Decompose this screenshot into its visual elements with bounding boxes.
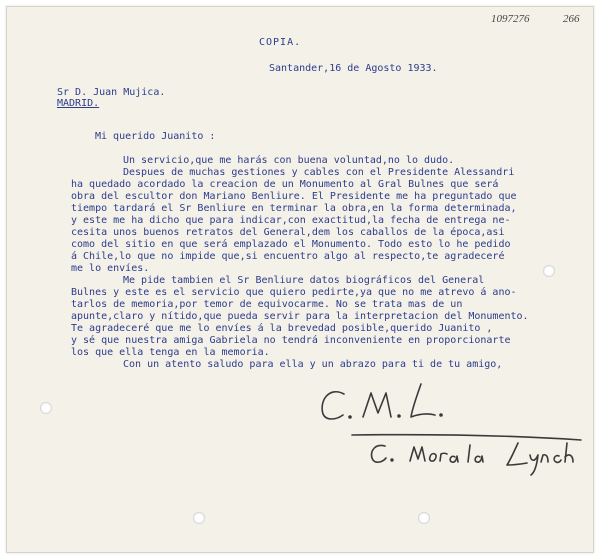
archive-reference-number: 1097276 bbox=[491, 13, 530, 25]
archive-page-number: 266 bbox=[563, 13, 580, 25]
punch-hole bbox=[543, 265, 555, 277]
body-line: Despues de muchas gestiones y cables con el Presidente Alessandri bbox=[123, 167, 515, 178]
body-line: ha quedado acordado la creacion de un Monumento al Gral Bulnes que será bbox=[71, 179, 499, 190]
handwritten-signature bbox=[7, 7, 593, 552]
punch-hole bbox=[193, 512, 205, 524]
punch-hole bbox=[40, 402, 52, 414]
body-line: y sé que nuestra amiga Gabriela no tendrá inconveniente en proporcionarte bbox=[71, 335, 511, 346]
body-line: tarlos de memoria,por temor de equivocarme. No se trata mas de un bbox=[71, 299, 463, 310]
body-line: Te agradeceré que me lo envíes á la brevedad posible,querido Juanito , bbox=[71, 323, 493, 334]
copy-label: COPIA. bbox=[259, 37, 302, 48]
body-line: apunte,claro y nítido,que pueda servir para la interpretacion del Monumento. bbox=[71, 311, 529, 322]
body-line: Bulnes y este es el servicio que quiero pedirte,ya que no me atrevo á ano- bbox=[71, 287, 517, 298]
body-line: los que ella tenga en la memoria. bbox=[71, 347, 270, 358]
body-line: tiempo tardará el Sr Benliure en terminar la obra,en la forma determinada, bbox=[71, 203, 517, 214]
punch-hole bbox=[418, 512, 430, 524]
place-date: Santander,16 de Agosto 1933. bbox=[269, 63, 438, 74]
greeting: Mi querido Juanito : bbox=[95, 131, 216, 142]
recipient-city: MADRID. bbox=[57, 98, 100, 109]
body-line: cesita unos buenos retratos del General,dem los caballos de la época,asi bbox=[71, 227, 505, 238]
body-line: Me pide tambien el Sr Benliure datos biográficos del General bbox=[123, 275, 485, 286]
body-line: obra del escultor don Mariano Benliure. El Presidente me ha preguntado que bbox=[71, 191, 517, 202]
body-line: á Chile,lo que no impide que,si encuentro algo al respecto,te agradeceré bbox=[71, 251, 505, 262]
body-line: Un servicio,que me harás con buena voluntad,no lo dudo. bbox=[123, 155, 455, 166]
body-line: me lo envíes. bbox=[71, 263, 150, 274]
letter-sheet bbox=[6, 6, 594, 553]
recipient-name: Sr D. Juan Mujica. bbox=[57, 87, 166, 98]
body-line: y este me ha dicho que para indicar,con exactitud,la fecha de entrega ne- bbox=[71, 215, 511, 226]
body-line: como del sitio en que será emplazado el Monumento. Todo esto lo he pedido bbox=[71, 239, 511, 250]
body-line: Con un atento saludo para ella y un abrazo para ti de tu amigo, bbox=[123, 359, 503, 370]
